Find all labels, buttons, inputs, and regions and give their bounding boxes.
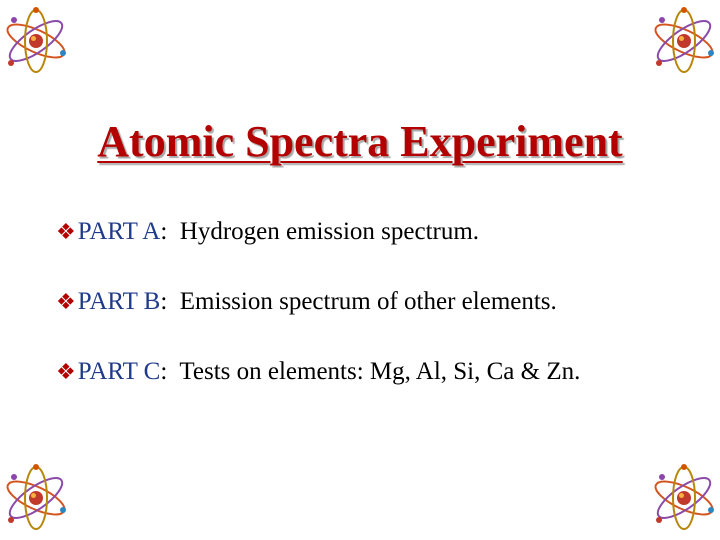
bullet-list <box>56 214 580 424</box>
part-separator: : <box>160 218 168 245</box>
bullet-text: Emission spectrum of other elements. <box>179 288 557 315</box>
four-diamond-bullet-icon: ❖ <box>56 219 76 244</box>
four-diamond-bullet-icon: ❖ <box>56 289 76 314</box>
bullet-part-c <box>56 354 580 390</box>
part-label: PART B <box>77 288 161 315</box>
part-separator: : <box>160 358 168 385</box>
atom-icon <box>648 462 720 534</box>
part-separator: : <box>160 288 168 315</box>
bullet-text: Hydrogen emission spectrum. <box>179 218 480 245</box>
atom-icon <box>0 462 72 534</box>
slide-title: Atomic Spectra Experiment <box>97 117 623 166</box>
part-label: PART C <box>77 358 161 385</box>
bullet-part-a <box>56 214 580 250</box>
atom-icon <box>648 5 720 77</box>
four-diamond-bullet-icon: ❖ <box>56 359 76 384</box>
bullet-part-b <box>56 284 580 320</box>
atom-icon <box>0 5 72 77</box>
bullet-text: Tests on elements: Mg, Al, Si, Ca & Zn. <box>179 358 581 385</box>
part-label: PART A <box>77 218 161 245</box>
